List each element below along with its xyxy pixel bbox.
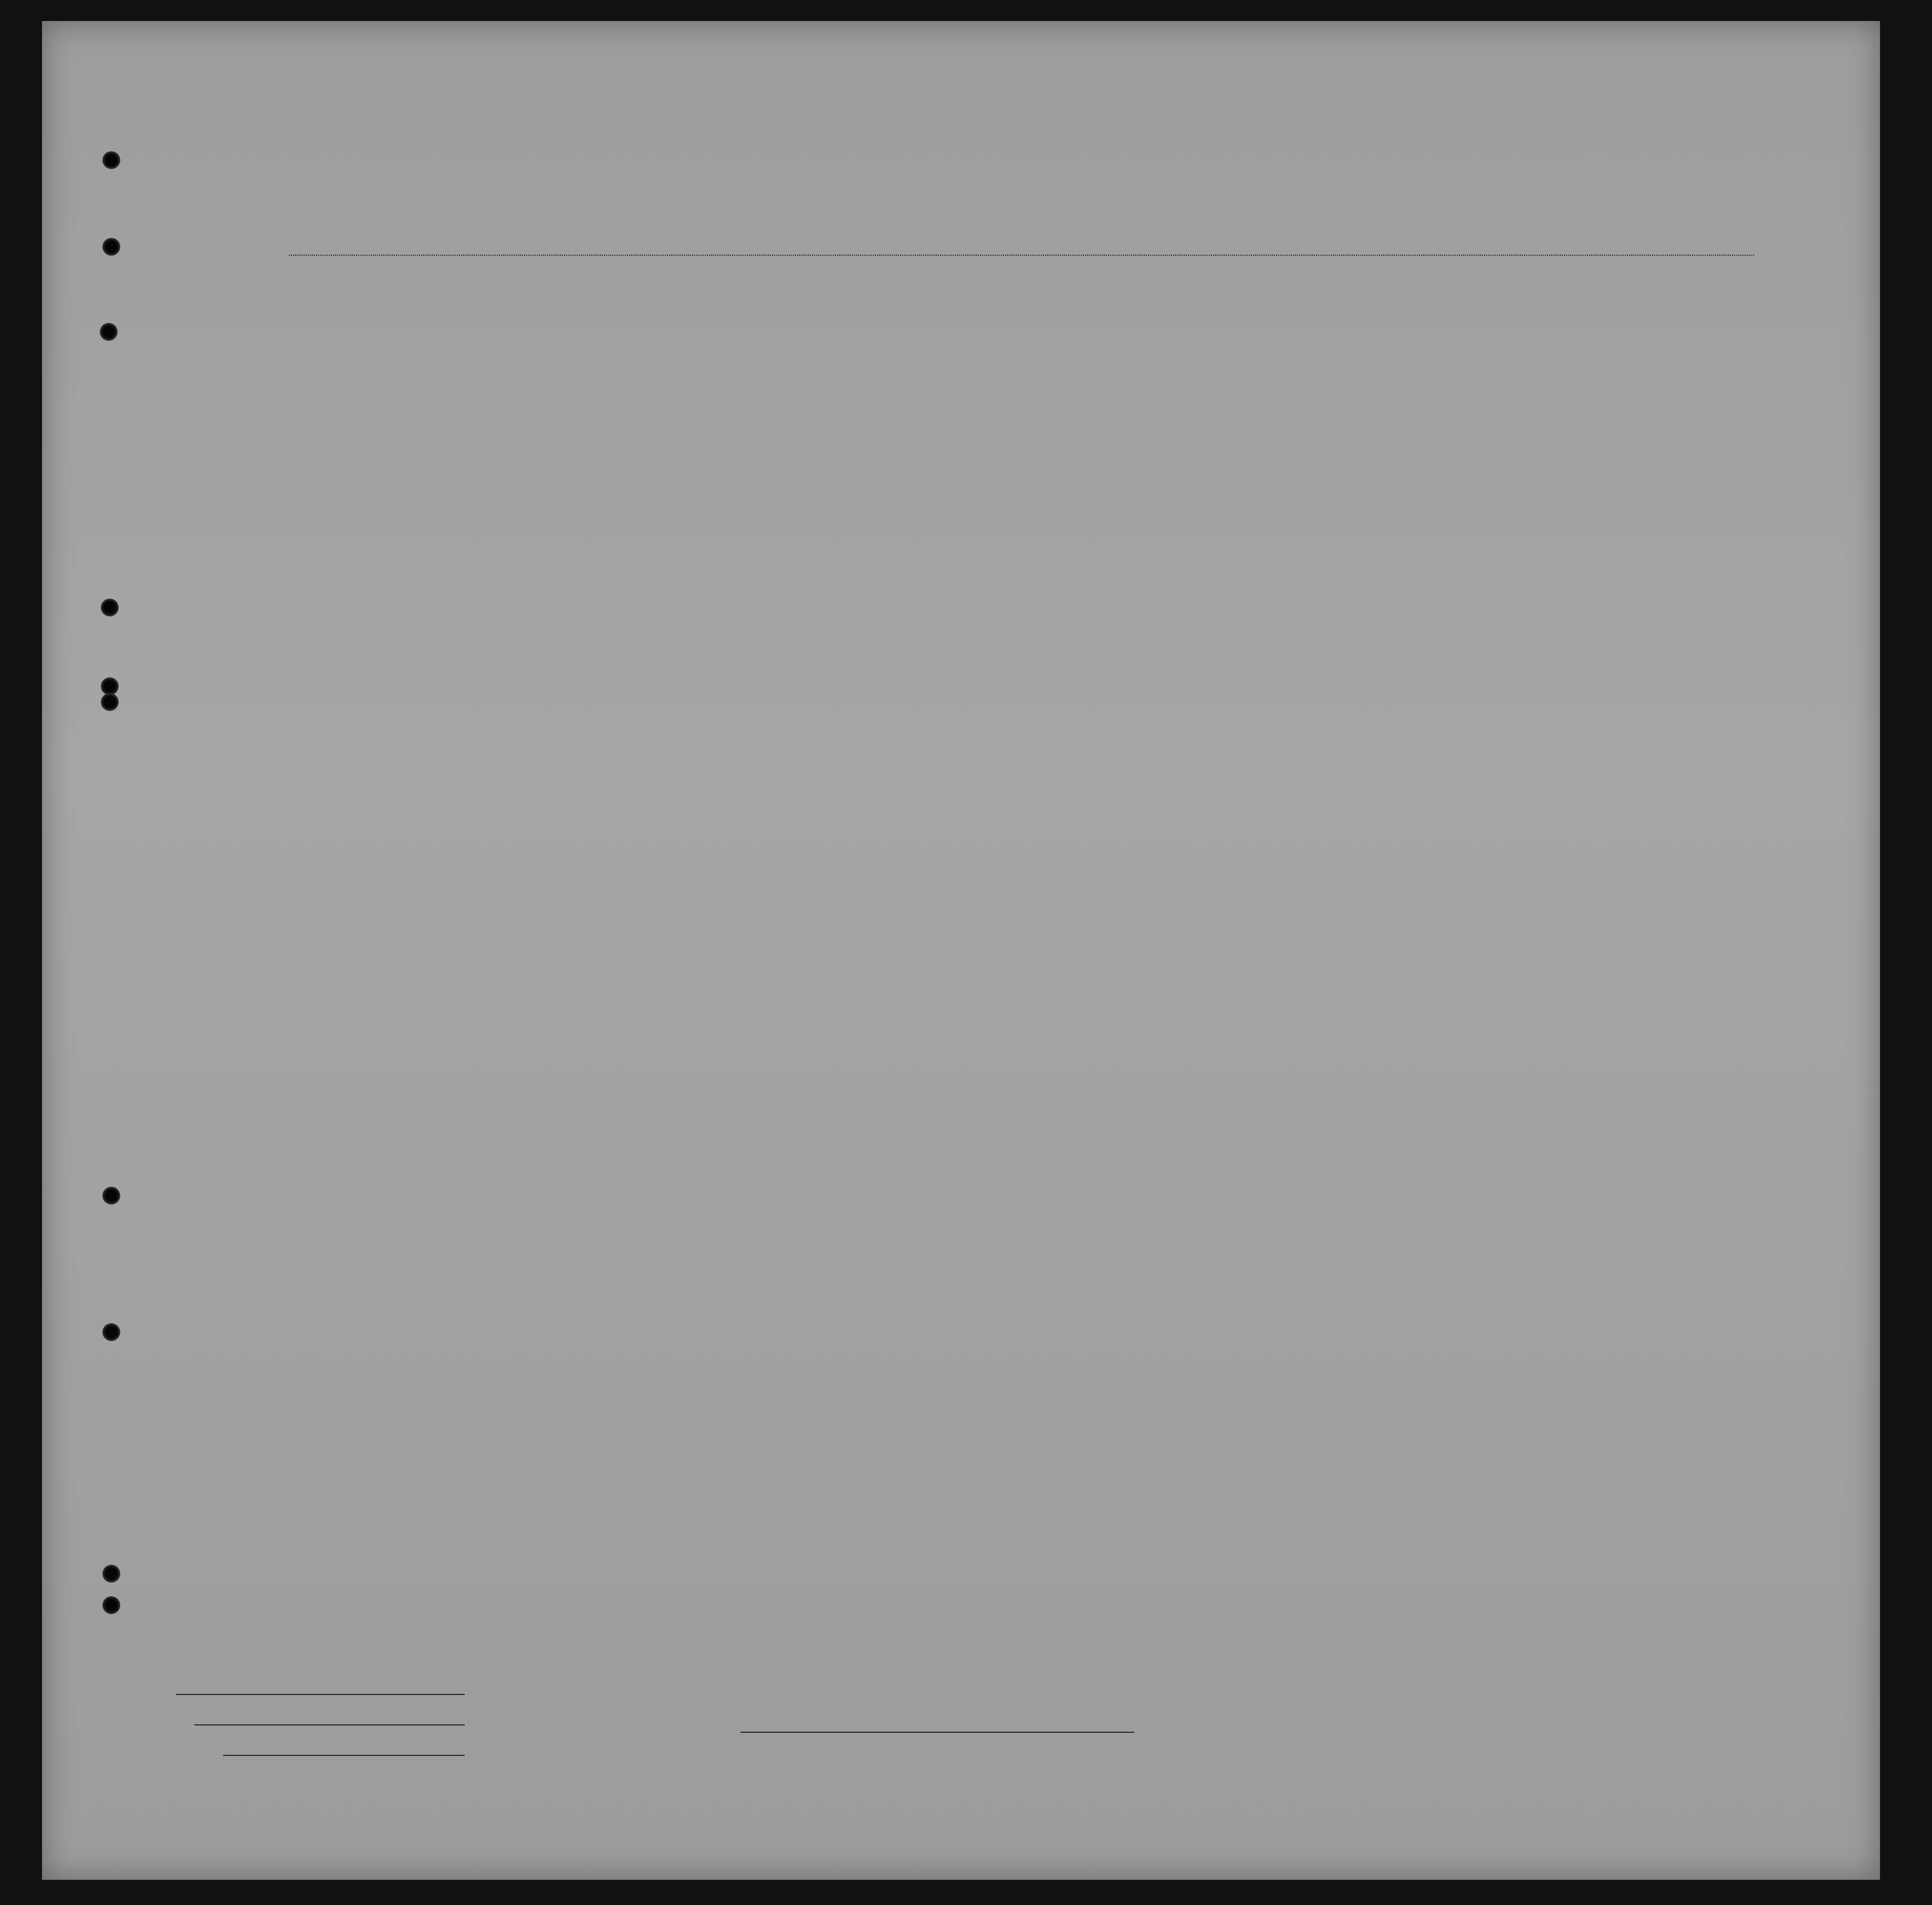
owners-rule	[194, 1724, 465, 1725]
punch-hole	[101, 599, 119, 616]
agents-rule	[223, 1755, 465, 1756]
punch-hole	[100, 323, 118, 341]
punch-hole	[102, 151, 120, 169]
punch-hole	[102, 1596, 120, 1614]
punch-hole	[101, 677, 119, 695]
manifest-sheet	[42, 21, 1880, 1880]
inspector-rule	[740, 1732, 1134, 1733]
punch-hole	[101, 693, 119, 711]
manifest-grid	[42, 21, 1880, 1880]
punch-hole	[102, 238, 120, 256]
punch-hole	[102, 1187, 120, 1205]
punch-hole	[102, 1323, 120, 1341]
punch-hole	[102, 1565, 120, 1583]
line-rule	[176, 1694, 465, 1695]
